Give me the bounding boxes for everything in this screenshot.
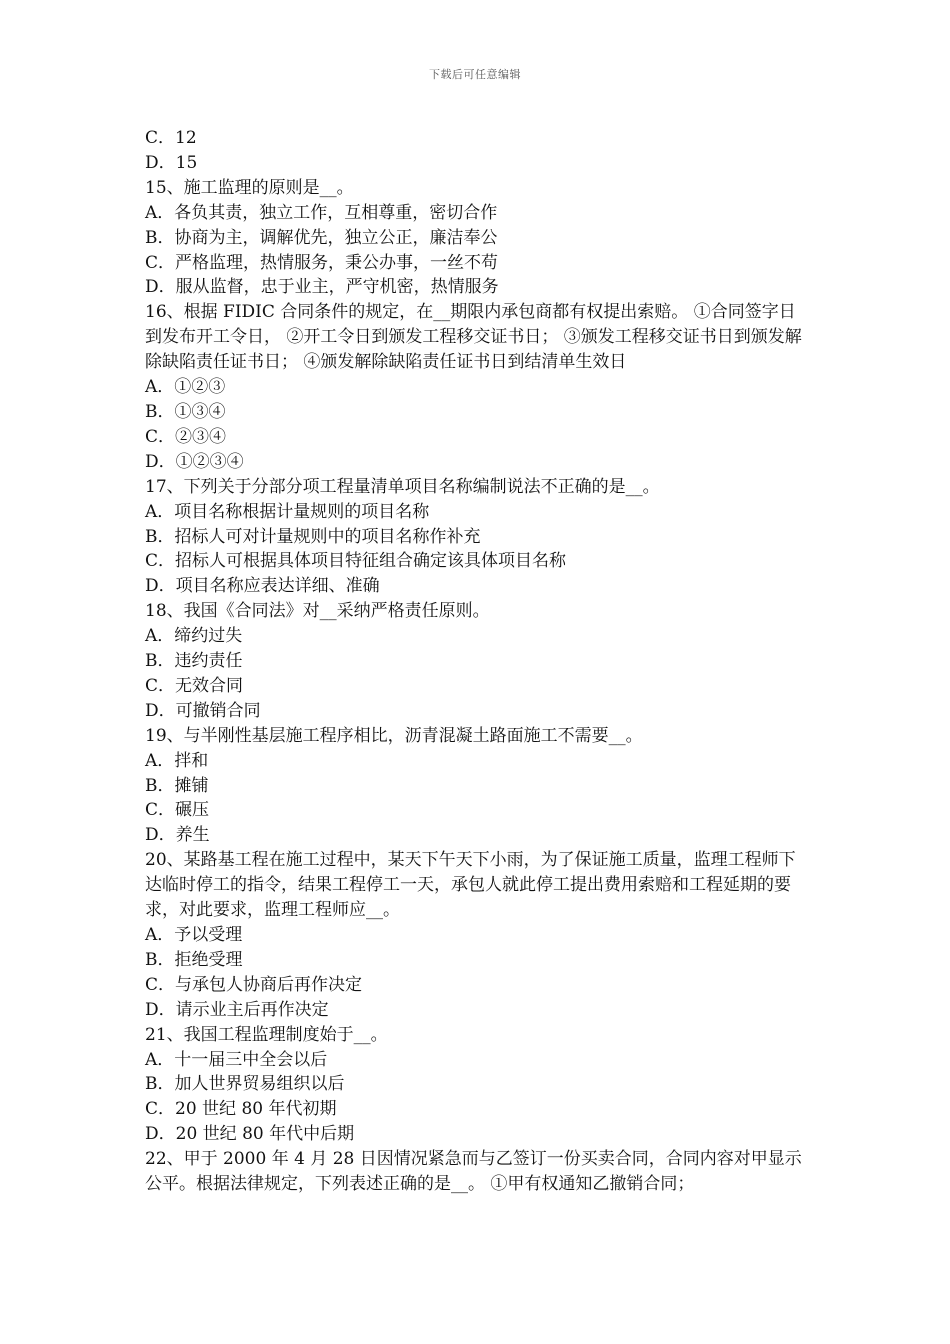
text-line: D．15 (145, 152, 198, 173)
text-line: 17、下列关于分部分项工程量清单项目名称编制说法不正确的是__。 (145, 476, 660, 497)
text-line: 21、我国工程监理制度始于__。 (145, 1024, 388, 1045)
document-body (145, 126, 810, 1197)
text-line: D．可撤销合同 (145, 700, 261, 721)
text-line: D．20 世纪 80 年代中后期 (145, 1124, 355, 1145)
text-line: C．招标人可根据具体项目特征组合确定该具体项目名称 (145, 551, 567, 572)
text-line: D．服从监督，忠于业主，严守机密，热情服务 (145, 277, 499, 298)
text-line: C．②③④ (145, 426, 227, 447)
text-line: B．拒绝受理 (145, 949, 243, 970)
text-line: C．12 (145, 128, 197, 148)
text-line: 18、我国《合同法》对__采纳严格责任原则。 (145, 601, 490, 622)
text-line: B．①③④ (145, 401, 226, 422)
text-line: B．摊铺 (145, 775, 209, 796)
text-line: A．各负其责，独立工作，互相尊重，密切合作 (145, 202, 498, 223)
text-line: B．加人世界贸易组织以后 (145, 1074, 345, 1095)
text-line: 16、根据 FIDIC 合同条件的规定，在__期限内承包商都有权提出索赔。 ①合同签字日到发布开工令日， ②开工令日到颁发工程移交证书日； ③颁发工程移交证书日到颁发解除缺陷责任证书日； ④颁发解除缺陷责任证书日到结清单生效日 (145, 302, 802, 373)
text-line: 22、甲于 2000 年 4 月 28 日因情况紧急而与乙签订一份买卖合同，合同内容对甲显示公平。根据法律规定，下列表述正确的是__。 ①甲有权通知乙撤销合同； (145, 1149, 802, 1195)
text-line: D．养生 (145, 825, 210, 846)
text-line: C．碾压 (145, 800, 210, 821)
text-line: C．严格监理，热情服务，秉公办事，一丝不苟 (145, 252, 499, 273)
text-line: C．与承包人协商后再作决定 (145, 974, 363, 995)
text-line: B．招标人可对计量规则中的项目名称作补充 (145, 526, 481, 547)
text-line: B．协商为主，调解优先，独立公正，廉洁奉公 (145, 227, 498, 248)
text-line: A．十一届三中全会以后 (145, 1049, 328, 1070)
text-line: A．缔约过失 (145, 626, 243, 647)
text-line: A．拌和 (145, 750, 209, 771)
text-line: 15、施工监理的原则是__。 (145, 177, 354, 198)
text-line: D．①②③④ (145, 451, 244, 472)
text-line: C．无效合同 (145, 675, 244, 696)
text-line: 19、与半刚性基层施工程序相比，沥青混凝土路面施工不需要__。 (145, 725, 643, 746)
text-line: A．项目名称根据计量规则的项目名称 (145, 501, 430, 522)
text-line: D．请示业主后再作决定 (145, 999, 329, 1020)
text-line: A．予以受理 (145, 925, 243, 945)
text-line: A．①②③ (145, 377, 226, 398)
text-line: C．20 世纪 80 年代初期 (145, 1099, 337, 1120)
text-line: 20、某路基工程在施工过程中，某天下午天下小雨，为了保证施工质量，监理工程师下达临时停工的指令，结果工程停工一天，承包人就此停工提出费用索赔和工程延期的要求，对此要求，监理工程师应__。 (145, 850, 796, 921)
text-line: B．违约责任 (145, 651, 243, 672)
page-header: 下载后可任意编辑 (429, 68, 521, 81)
text-line: D．项目名称应表达详细、准确 (145, 576, 380, 597)
